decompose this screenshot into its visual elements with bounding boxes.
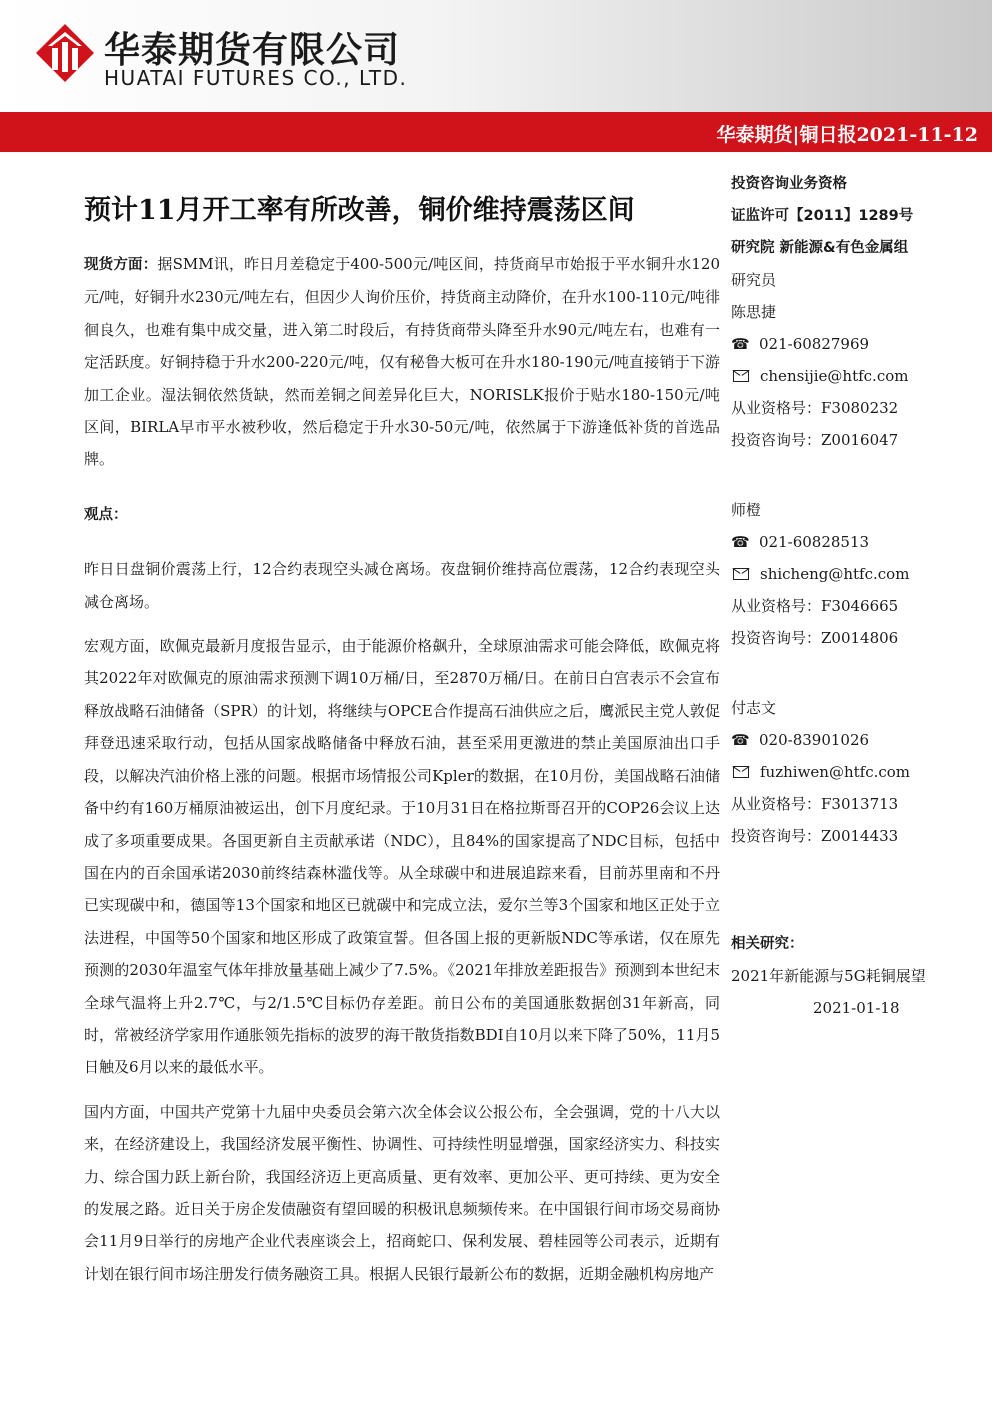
paragraph-domestic: 国内方面，中国共产党第十九届中央委员会第六次全体会议公报公布，全会强调，党的十八大以来，在经济建设上，我国经济发展平衡性、协调性、可持续性明显增强，国家经济实力、科技实力、综合国力跃上新台阶，我国经济迈上更高质量、更有效率、更加公平、更可持续、更为安全的发展之路。近日关于房企发债融资有望回暖的积极讯息频频传来。在中国银行间市场交易商协会11月9日举行的房地产企业代表座谈会上，招商蛇口、保利发展、碧桂园等公司表示，近期有计划在银行间市场注册发行债务融资工具。根据人民银行最新公布的数据，近期金融机构房地产 (84, 1102, 720, 1283)
main-content (84, 248, 720, 1302)
page-header (0, 0, 992, 112)
qualification-license: 证监许可【2011】1289号 (731, 208, 914, 224)
spot-label: 现货方面： (84, 257, 158, 273)
view-heading (84, 498, 720, 531)
sidebar (731, 168, 971, 1024)
paragraph-macro: 宏观方面，欧佩克最新月度报告显示，由于能源价格飙升，全球原油需求可能会降低，欧佩克将其2022年对欧佩克的原油需求预测下调10万桶/日，至2870万桶/日。在前日白宫表示不会宣布释放战略石油储备（SPR）的计划，将继续与OPCE合作提高石油供应之后，鹰派民主党人敦促拜登迅速采取行动，包括从国家战略储备中释放石油，甚至采用更激进的禁止美国原油出口手段，以解决汽油价格上涨的问题。根据市场情报公司Kpler的数据，在10月份，美国战略石油储备中约有160万桶原油被运出，创下月度纪录。于10月31日在格拉斯哥召开的COP26会议上达成了多项重要成果。各国更新自主贡献承诺（NDC），且84%的国家提高了NDC目标，包括中国在内的百余国承诺2030前终结森林滥伐等。从全球碳中和进展追踪来看，目前苏里南和不丹已实现碳中和，德国等13个国家和地区已就碳中和完成立法，爱尔兰等3个国家和地区正处于立法进程，中国等50个国家和地区形成了政策宣誓。但各国上报的更新版NDC等承诺，仅在原先预测的2030年温室气体年排放量基础上减少了7.5%。《2021年排放差距报告》预测到本世纪末全球气温将上升2.7℃，与2/1.5℃目标仍存差距。前日公布的美国通胀数据创31年新高，同时，常被经济学家用作通胀领先指标的波罗的海干散货指数BDI自10月以来下降了50%，11月5日触及6月以来的最低水平。 (84, 637, 720, 1077)
analyst-phone: ☎ 020-83901026 (731, 724, 971, 756)
phone-icon: ☎ (731, 533, 750, 551)
related-research-date: 2021-01-18 (813, 999, 900, 1017)
email-icon (733, 766, 749, 778)
analyst-name: 陈思捷 (731, 303, 777, 321)
phone-icon: ☎ (731, 731, 750, 749)
report-banner (0, 112, 992, 152)
analyst-phone: ☎ 021-60827969 (731, 328, 971, 360)
company-logo-icon (34, 22, 96, 84)
related-research-item[interactable]: 2021年新能源与5G耗铜展望 (731, 967, 926, 985)
company-name-cn: 华泰期货有限公司 (104, 30, 401, 71)
paragraph-market: 昨日日盘铜价震荡上行，12合约表现空头减仓离场。夜盘铜价维持高位震荡，12合约表现空头减仓离场。 (84, 560, 720, 611)
qualification-title: 投资咨询业务资格 (731, 176, 847, 192)
email-icon (733, 568, 749, 580)
analyst-email[interactable]: chensijie@htfc.com (731, 360, 971, 392)
analyst-advisory: 投资咨询号：Z0016047 (731, 431, 899, 449)
analyst-name: 付志文 (731, 699, 777, 717)
analyst-advisory: 投资咨询号：Z0014806 (731, 629, 899, 647)
email-icon (733, 370, 749, 382)
spot-text: 据SMM讯，昨日月差稳定于400-500元/吨区间，持货商早市始报于平水铜升水120元/吨，好铜升水230元/吨左右，但因少人询价压价，持货商主动降价，在升水100-110元/吨徘徊良久，也难有集中成交量，进入第二时段后，有持货商带头降至升水90元/吨左右，也难有一定活跃度。好铜持稳于升水200-220元/吨，仅有秘鲁大板可在升水180-190元/吨直接销于下游加工企业。湿法铜依然货缺，然而差铜之间差异化巨大，NORISLK报价于贴水180-150元/吨区间，BIRLA早市平水被秒收，然后稳定于升水30-50元/吨，依然属于下游逢低补货的首选品牌。 (84, 255, 720, 469)
analyst-email[interactable]: fuzhiwen@htfc.com (731, 756, 971, 788)
report-title: 预计11月开工率有所改善，铜价维持震荡区间 (84, 195, 635, 226)
view-label: 观点： (84, 506, 128, 523)
analyst-license: 从业资格号：F3013713 (731, 795, 899, 813)
analyst-license: 从业资格号：F3080232 (731, 399, 899, 417)
analyst-phone: ☎ 021-60828513 (731, 526, 971, 558)
spot-paragraph (84, 248, 720, 476)
role-label: 研究员 (731, 271, 777, 289)
department: 研究院 新能源&有色金属组 (731, 240, 909, 256)
report-banner-text: 华泰期货|铜日报2021-11-12 (716, 124, 978, 146)
phone-icon: ☎ (731, 335, 750, 353)
analyst-license: 从业资格号：F3046665 (731, 597, 899, 615)
analyst-advisory: 投资咨询号：Z0014433 (731, 827, 899, 845)
related-research-title: 相关研究： (731, 936, 804, 952)
analyst-email[interactable]: shicheng@htfc.com (731, 558, 971, 590)
analyst-name: 师橙 (731, 501, 762, 519)
company-name-en: HUATAI FUTURES CO., LTD. (104, 66, 408, 90)
